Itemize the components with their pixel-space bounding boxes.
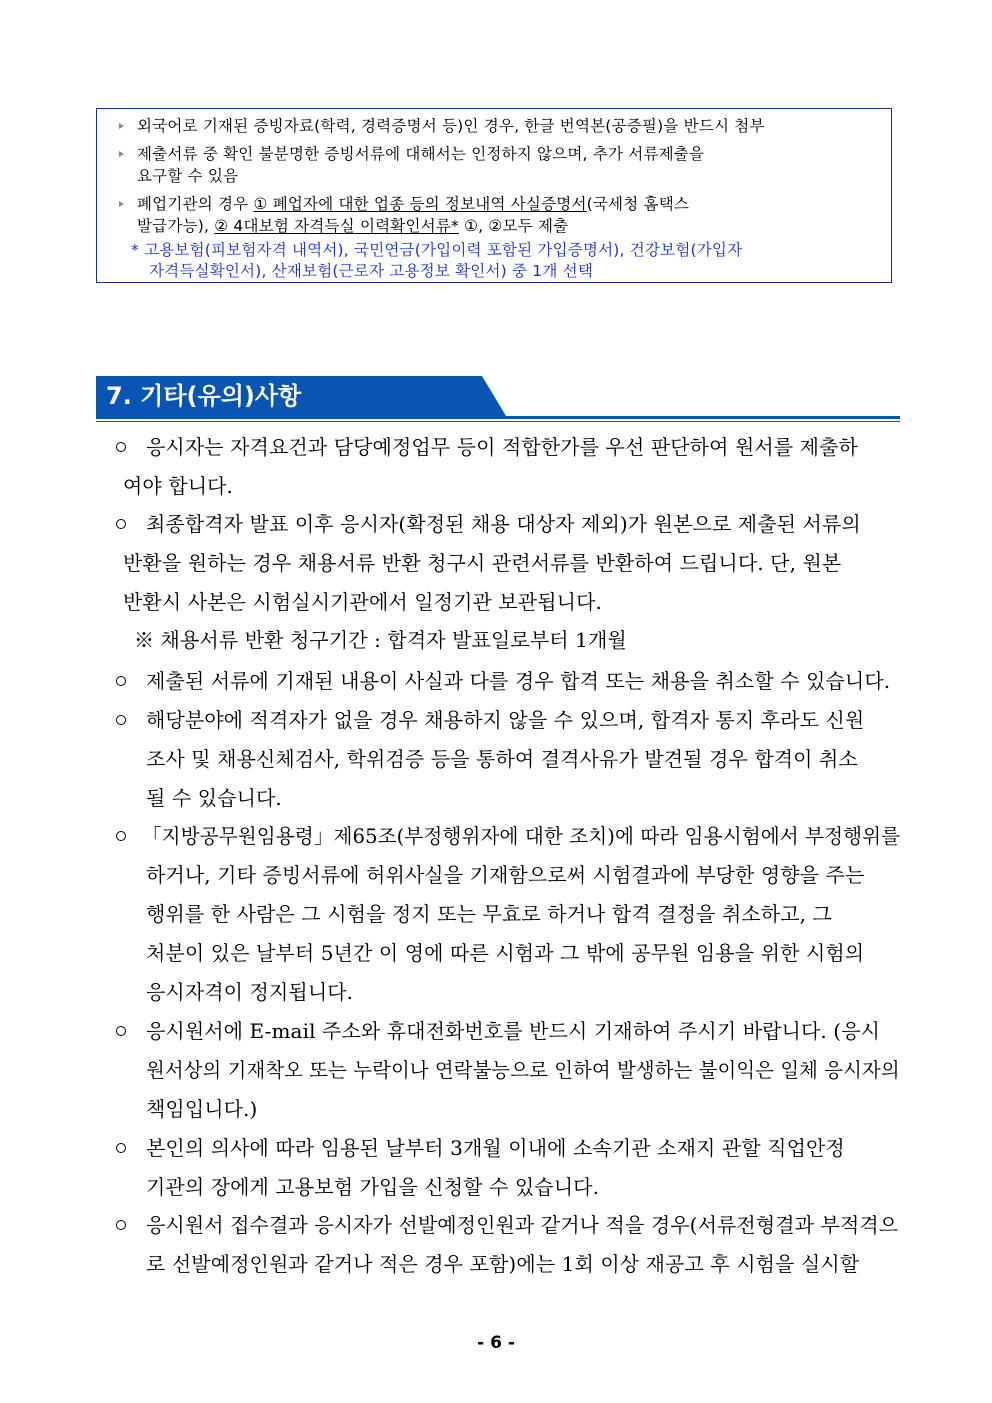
- underlined-business-closure-certificate: ① 폐업자에 대한 업종 등의 정보내역 사실증명서: [253, 195, 587, 213]
- triangle-bullet-icon: [119, 151, 124, 157]
- note-footnote: * 고용보험(피보험자격 내역서), 국민연금(가입이력 포함된 가입증명서), 건강보험(가입자: [131, 241, 743, 259]
- circle-bullet-icon: [116, 442, 126, 452]
- circle-bullet-icon: [116, 715, 126, 725]
- circle-bullet-icon: [116, 1026, 126, 1036]
- body-line: 응시자격이 정지됩니다.: [146, 980, 354, 1004]
- body-line: 기관의 장에게 고용보험 가입을 신청할 수 있습니다.: [146, 1175, 600, 1199]
- body-line: 최종합격자 발표 이후 응시자(확정된 채용 대상자 제외)가 원본으로 제출된 서류의: [146, 512, 861, 536]
- body-line: 반환을 원하는 경우 채용서류 반환 청구시 관련서류를 반환하여 드립니다. 단, 원본: [123, 551, 842, 575]
- body-line: 행위를 한 사람은 그 시험을 정지 또는 무효로 하거나 합격 결정을 취소하고, 그: [146, 902, 832, 926]
- body-line: 응시원서에 E-mail 주소와 휴대전화번호를 반드시 기재하여 주시기 바랍니다. (응시: [146, 1019, 881, 1043]
- body-line: 하거나, 기타 증빙서류에 허위사실을 기재함으로써 시험결과에 부당한 영향을 주는: [146, 863, 865, 887]
- circle-bullet-icon: [116, 1143, 126, 1153]
- body-line: 원서상의 기재착오 또는 누락이나 연락불능으로 인하여 발생하는 불이익은 일체 응시자의: [146, 1058, 900, 1082]
- section-title: 7. 기타(유의)사항: [106, 382, 302, 410]
- triangle-bullet-icon: [119, 201, 124, 207]
- note-box: [96, 108, 892, 283]
- circle-bullet-icon: [116, 676, 126, 686]
- body-line: 해당분야에 적격자가 없을 경우 채용하지 않을 수 있으며, 합격자 통지 후라도 신원: [146, 708, 865, 732]
- underlined-insurance-history: ② 4대보험 자격득실 이력확인서류*: [214, 217, 459, 235]
- page-number: - 6 -: [477, 1333, 515, 1353]
- body-line: 응시원서 접수결과 응시자가 선발예정인원과 같거나 적을 경우(서류전형결과 부적격으: [146, 1213, 899, 1237]
- note-item-closed-agency-cont: 발급가능), ② 4대보험 자격득실 이력확인서류* ①, ②모두 제출: [137, 217, 569, 235]
- heading-rule: [96, 416, 900, 419]
- body-line: 응시자는 자격요건과 담당예정업무 등이 적합한가를 우선 판단하여 원서를 제출하: [146, 435, 858, 459]
- note-item-unclear-docs-cont: 요구할 수 있음: [137, 167, 239, 185]
- body-line: 조사 및 채용신체검사, 학위검증 등을 통하여 결격사유가 발견될 경우 합격이 취소: [146, 747, 858, 771]
- triangle-bullet-icon: [119, 123, 124, 129]
- body-line: 「지방공무원임용령」제65조(부정행위자에 대한 조치)에 따라 임용시험에서 부정행위를: [142, 824, 901, 848]
- circle-bullet-icon: [116, 831, 126, 841]
- body-line: 책임입니다.): [146, 1097, 258, 1121]
- body-line: 반환시 사본은 시험실시기관에서 일정기관 보관됩니다.: [123, 590, 602, 614]
- body-line: 처분이 있은 날부터 5년간 이 영에 따른 시험과 그 밖에 공무원 임용을 위한 시험의: [146, 941, 865, 965]
- body-line: 로 선발예정인원과 같거나 적은 경우 포함)에는 1회 이상 재공고 후 시험을 실시할: [146, 1252, 860, 1276]
- body-line: 제출된 서류에 기재된 내용이 사실과 다를 경우 합격 또는 채용을 취소할 수 있습니다.: [146, 669, 891, 693]
- reference-note: ※ 채용서류 반환 청구기간 : 합격자 발표일로부터 1개월: [134, 628, 627, 652]
- note-item-closed-agency: 폐업기관의 경우 ① 폐업자에 대한 업종 등의 정보내역 사실증명서(국세청 홈택스: [137, 195, 690, 213]
- body-line: 여야 합니다.: [123, 474, 234, 498]
- body-line: 될 수 있습니다.: [146, 786, 282, 810]
- body-line: 본인의 의사에 따라 임용된 날부터 3개월 이내에 소속기관 소재지 관할 직업안정: [146, 1136, 845, 1160]
- note-footnote-cont: 자격득실확인서), 산재보험(근로자 고용정보 확인서) 중 1개 선택: [149, 262, 594, 280]
- note-item-foreign-docs: 외국어로 기재된 증빙자료(학력, 경력증명서 등)인 경우, 한글 번역본(공증필)을 반드시 첨부: [137, 117, 765, 135]
- note-item-unclear-docs: 제출서류 중 확인 불분명한 증빙서류에 대해서는 인정하지 않으며, 추가 서류제출을: [137, 145, 705, 163]
- circle-bullet-icon: [116, 519, 126, 529]
- circle-bullet-icon: [116, 1220, 126, 1230]
- heading-rule-thin: [96, 421, 900, 422]
